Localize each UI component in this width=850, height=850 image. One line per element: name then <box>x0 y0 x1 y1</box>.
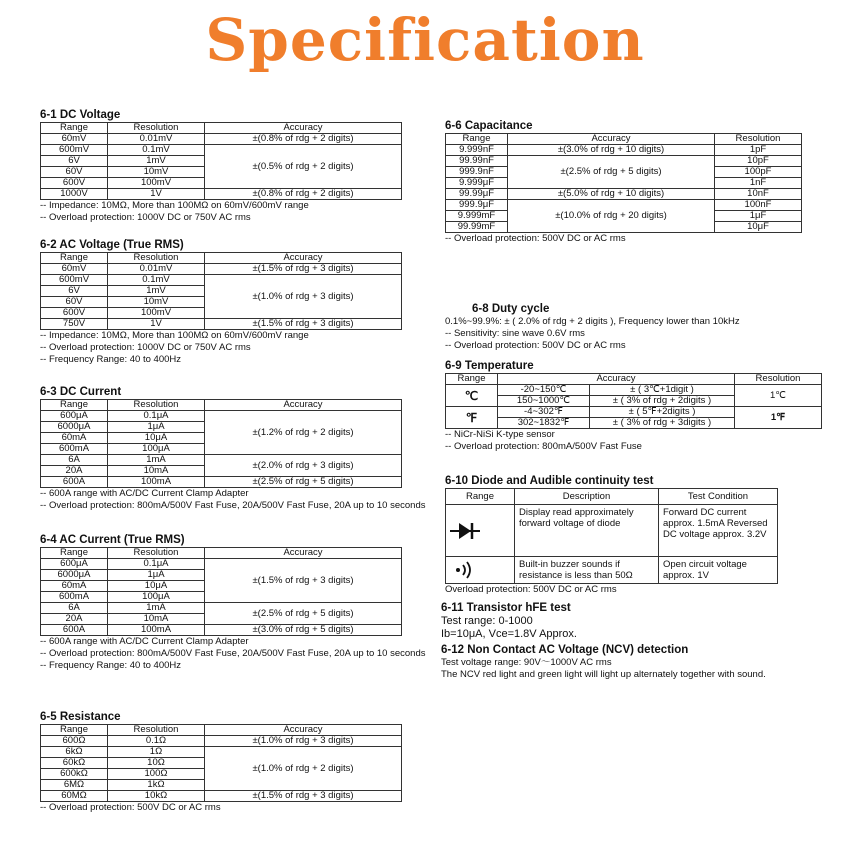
section-heading: 6-1 DC Voltage <box>40 109 121 121</box>
table-row: 60V 10mV <box>41 167 402 178</box>
table-row: 6A 1mA ±(2.0% of rdg + 3 digits) <box>41 455 402 466</box>
table-row: 1000V 1V ±(0.8% of rdg + 2 digits) <box>41 189 402 200</box>
table-row: 6kΩ 1Ω ±(1.0% of rdg + 2 digits) <box>41 747 402 758</box>
section-heading: 6-8 Duty cycle <box>472 303 550 315</box>
table-row: 600Ω 0.1Ω ±(1.0% of rdg + 3 digits) <box>41 736 402 747</box>
buzzer-icon <box>446 557 515 584</box>
table-row: 60MΩ 10kΩ ±(1.5% of rdg + 3 digits) <box>41 791 402 802</box>
dc-voltage-section <box>40 108 402 224</box>
celsius-symbol: ℃ <box>446 385 498 407</box>
temperature-table: Range Accuracy Resolution ℃ -20~150℃ ± ( 3℃+1digit ) 1℃ 150~1000℃ ± ( 3% of rdg + 2digits ) ℉ -4~302℉ ± ( 5℉+2digits ) 1℉ 302~1832℉ ± ( 3% of rdg + 3digits ) <box>445 373 822 429</box>
table-row: 600mV 0.1mV ±(1.0% of rdg + 3 digits) <box>41 275 402 286</box>
page-title: Specification <box>205 6 645 74</box>
resistance-section: 6-5 Resistance Range Resolution Accuracy 600Ω 0.1Ω ±(1.0% of rdg + 3 digits) 6kΩ 1Ω ±(1.0% of rdg + 2 digits) 60kΩ 10Ω 600kΩ 100Ω 6MΩ 1kΩ 60MΩ 10kΩ ±(1.5% of rdg + 3 digits) -- Overload protection: 500V DC or AC rms <box>40 710 402 814</box>
table-row: 999.9μF ±(10.0% of rdg + 20 digits) 100nF <box>446 200 802 211</box>
temperature-section: 6-9 Temperature Range Accuracy Resolution ℃ -20~150℃ ± ( 3℃+1digit ) 1℃ 150~1000℃ ± ( 3% of rdg + 2digits ) ℉ -4~302℉ ± ( 5℉+2digits ) 1℉ 302~1832℉ ± ( 3% of rdg + 3digits ) -- NiCr-NiSi K-type sensor -- Overload protection: 800mA/500V Fast Fuse <box>445 359 822 453</box>
section-heading: 6-6 Capacitance <box>445 120 533 132</box>
resistance-table: Range Resolution Accuracy 600Ω 0.1Ω ±(1.0% of rdg + 3 digits) 6kΩ 1Ω ±(1.0% of rdg + 2 digits) 60kΩ 10Ω 600kΩ 100Ω 6MΩ 1kΩ 60MΩ 10kΩ ±(1.5% of rdg + 3 digits) <box>40 724 402 802</box>
table-row: 999.9nF 100pF <box>446 167 802 178</box>
table-row: 60V 10mV <box>41 297 402 308</box>
table-row: 6000μA 1μA <box>41 422 402 433</box>
table-row: Display read approximately forward voltage of diode Forward DC current approx. 1.5mA Reversed DC voltage approx. 3.2V <box>446 505 778 557</box>
header-resolution: Resolution <box>108 123 205 134</box>
table-row: 6A 1mA ±(2.5% of rdg + 5 digits) <box>41 603 402 614</box>
table-row: 600mA 100μA <box>41 592 402 603</box>
table-row: 600A 100mA ±(3.0% of rdg + 5 digits) <box>41 625 402 636</box>
duty-cycle-section: 6-8 Duty cycle 0.1%~99.9%: ± ( 2.0% of rdg + 2 digits ), Frequency lower than 10kHz -- Sensitivity: sine wave 0.6V rms -- Overload protection: 500V DC or AC rms <box>445 303 740 351</box>
section-heading: 6-2 AC Voltage (True RMS) <box>40 239 184 251</box>
section-heading: 6-10 Diode and Audible continuity test <box>445 475 654 487</box>
dc-current-table: Range Resolution Accuracy 600μA 0.1μA ±(1.2% of rdg + 2 digits) 6000μA 1μA 60mA 10μA 600mA 100μA 6A 1mA ±(2.0% of rdg + 3 digits) 20A 10mA 600A 100mA ±(2.5% of rdg + 5 digits) <box>40 399 402 488</box>
table-row: 60mA 10μA <box>41 581 402 592</box>
dc-current-section: 6-3 DC Current Range Resolution Accuracy 600μA 0.1μA ±(1.2% of rdg + 2 digits) 6000μA 1μA 60mA 10μA 600mA 100μA 6A 1mA ±(2.0% of rdg + 3 digits) 20A 10mA 600A 100mA ±(2.5% of rdg + 5 digits) -- 600A range with AC/DC Current Clamp Adapter -- Overload protection: 800mA/500V Fast Fuse, 20A/500V Fast Fuse, 20A up to 10 seconds <box>40 386 426 511</box>
table-row: 60mA 10μA <box>41 433 402 444</box>
diode-section: 6-10 Diode and Audible continuity test Range Description Test Condition Display read approximately forward voltage of diode Forward DC current approx. 1.5mA Reversed DC voltage approx. 3.2V Built-in buzzer sounds if resistance is less than 50Ω Open circuit voltage approx. 1V Overload protection: 500V DC or AC rms <box>445 474 778 596</box>
table-row: 99.99nF ±(2.5% of rdg + 5 digits) 10pF <box>446 156 802 167</box>
capacitance-section: 6-6 Capacitance Range Accuracy Resolution 9.999nF ±(3.0% of rdg + 10 digits) 1pF 99.99nF ±(2.5% of rdg + 5 digits) 10pF 999.9nF 100pF 9.999μF 1nF 99.99μF ±(5.0% of rdg + 10 digits) 10nF 999.9μF ±(10.0% of rdg + 20 digits) 100nF 9.999mF 1μF 99.99mF 10μF -- Overload protection: 500V DC or AC rms <box>445 119 802 245</box>
table-row: 6MΩ 1kΩ <box>41 780 402 791</box>
table-row: 600A 100mA ±(2.5% of rdg + 5 digits) <box>41 477 402 488</box>
hfe-section: 6-11 Transistor hFE test Test range: 0-1000 Ib=10μA, Vce=1.8V Approx. <box>441 602 577 640</box>
table-row: 150~1000℃ ± ( 3% of rdg + 2digits ) <box>446 396 822 407</box>
table-row: 600μA 0.1μA ±(1.2% of rdg + 2 digits) <box>41 411 402 422</box>
ac-voltage-section: 6-2 AC Voltage (True RMS) Range Resolution Accuracy 60mV 0.01mV ±(1.5% of rdg + 3 digits) 600mV 0.1mV ±(1.0% of rdg + 3 digits) 6V 1mV 60V 10mV 600V 100mV 750V 1V ±(1.5% of rdg + 3 digits) -- Impedance: 10MΩ, More than 100MΩ on 60mV/600mV range -- Overload protection: 1000V DC or 750V AC rms -- Frequency Range: 40 to 400Hz <box>40 238 402 366</box>
section-heading: 6-3 DC Current <box>40 386 122 398</box>
header-range: Range <box>41 123 108 134</box>
table-row: 6000μA 1μA <box>41 570 402 581</box>
note: -- Impedance: 10MΩ, More than 100MΩ on 60mV/600mV range <box>40 200 309 211</box>
ac-voltage-table: Range Resolution Accuracy 60mV 0.01mV ±(1.5% of rdg + 3 digits) 600mV 0.1mV ±(1.0% of rdg + 3 digits) 6V 1mV 60V 10mV 600V 100mV 750V 1V ±(1.5% of rdg + 3 digits) <box>40 252 402 330</box>
section-heading: 6-12 Non Contact AC Voltage (NCV) detection <box>441 644 689 656</box>
table-row: 600kΩ 100Ω <box>41 769 402 780</box>
table-row: 60kΩ 10Ω <box>41 758 402 769</box>
table-row: 99.99μF ±(5.0% of rdg + 10 digits) 10nF <box>446 189 802 200</box>
table-row: 600V 100mV <box>41 308 402 319</box>
table-row: 600V 100mV <box>41 178 402 189</box>
table-row: 20A 10mA <box>41 466 402 477</box>
table-row: 302~1832℉ ± ( 3% of rdg + 3digits ) <box>446 418 822 429</box>
table-row: 9.999mF 1μF <box>446 211 802 222</box>
note: -- Overload protection: 1000V DC or 750V AC rms <box>40 212 251 223</box>
ac-current-section: 6-4 AC Current (True RMS) Range Resolution Accuracy 600μA 0.1μA ±(1.5% of rdg + 3 digits) 6000μA 1μA 60mA 10μA 600mA 100μA 6A 1mA ±(2.5% of rdg + 5 digits) 20A 10mA 600A 100mA ±(3.0% of rdg + 5 digits) -- 600A range with AC/DC Current Clamp Adapter -- Overload protection: 800mA/500V Fast Fuse, 20A/500V Fast Fuse, 20A up to 10 seconds -- Frequency Range: 40 to 400Hz <box>40 534 426 671</box>
table-row: 6V 1mV <box>41 286 402 297</box>
fahrenheit-symbol: ℉ <box>446 407 498 429</box>
diode-icon <box>446 505 515 557</box>
table-row: 600mA 100μA <box>41 444 402 455</box>
section-heading: 6-4 AC Current (True RMS) <box>40 534 185 546</box>
table-row: 750V 1V ±(1.5% of rdg + 3 digits) <box>41 319 402 330</box>
header-accuracy: Accuracy <box>205 123 402 134</box>
dc-voltage-table <box>40 122 402 200</box>
table-row: 6V 1mV <box>41 156 402 167</box>
section-heading: 6-9 Temperature <box>445 360 534 372</box>
section-heading: 6-11 Transistor hFE test <box>441 602 571 614</box>
ncv-section: 6-12 Non Contact AC Voltage (NCV) detection Test voltage range: 90V～1000V AC rms The NCV red light and green light will light up alternately together with sound. <box>441 644 766 680</box>
table-row: ℃ -20~150℃ ± ( 3℃+1digit ) 1℃ <box>446 385 822 396</box>
table-row: 60mV 0.01mV ±(0.8% of rdg + 2 digits) <box>41 134 402 145</box>
table-row: ℉ -4~302℉ ± ( 5℉+2digits ) 1℉ <box>446 407 822 418</box>
table-row: 600μA 0.1μA ±(1.5% of rdg + 3 digits) <box>41 559 402 570</box>
ac-current-table: Range Resolution Accuracy 600μA 0.1μA ±(1.5% of rdg + 3 digits) 6000μA 1μA 60mA 10μA 600mA 100μA 6A 1mA ±(2.5% of rdg + 5 digits) 20A 10mA 600A 100mA ±(3.0% of rdg + 5 digits) <box>40 547 402 636</box>
table-row: 600mV 0.1mV ±(0.5% of rdg + 2 digits) <box>41 145 402 156</box>
table-row: 60mV 0.01mV ±(1.5% of rdg + 3 digits) <box>41 264 402 275</box>
section-heading: 6-5 Resistance <box>40 711 121 723</box>
table-row: Built-in buzzer sounds if resistance is less than 50Ω Open circuit voltage approx. 1V <box>446 557 778 584</box>
diode-table: Range Description Test Condition Display read approximately forward voltage of diode Forward DC current approx. 1.5mA Reversed DC voltage approx. 3.2V Built-in buzzer sounds if resistance is less than 50Ω Open circuit voltage approx. 1V <box>445 488 778 584</box>
table-row: 9.999nF ±(3.0% of rdg + 10 digits) 1pF <box>446 145 802 156</box>
table-row: 9.999μF 1nF <box>446 178 802 189</box>
capacitance-table: Range Accuracy Resolution 9.999nF ±(3.0% of rdg + 10 digits) 1pF 99.99nF ±(2.5% of rdg + 5 digits) 10pF 999.9nF 100pF 9.999μF 1nF 99.99μF ±(5.0% of rdg + 10 digits) 10nF 999.9μF ±(10.0% of rdg + 20 digits) 100nF 9.999mF 1μF 99.99mF 10μF <box>445 133 802 233</box>
table-row: 20A 10mA <box>41 614 402 625</box>
table-row: 99.99mF 10μF <box>446 222 802 233</box>
